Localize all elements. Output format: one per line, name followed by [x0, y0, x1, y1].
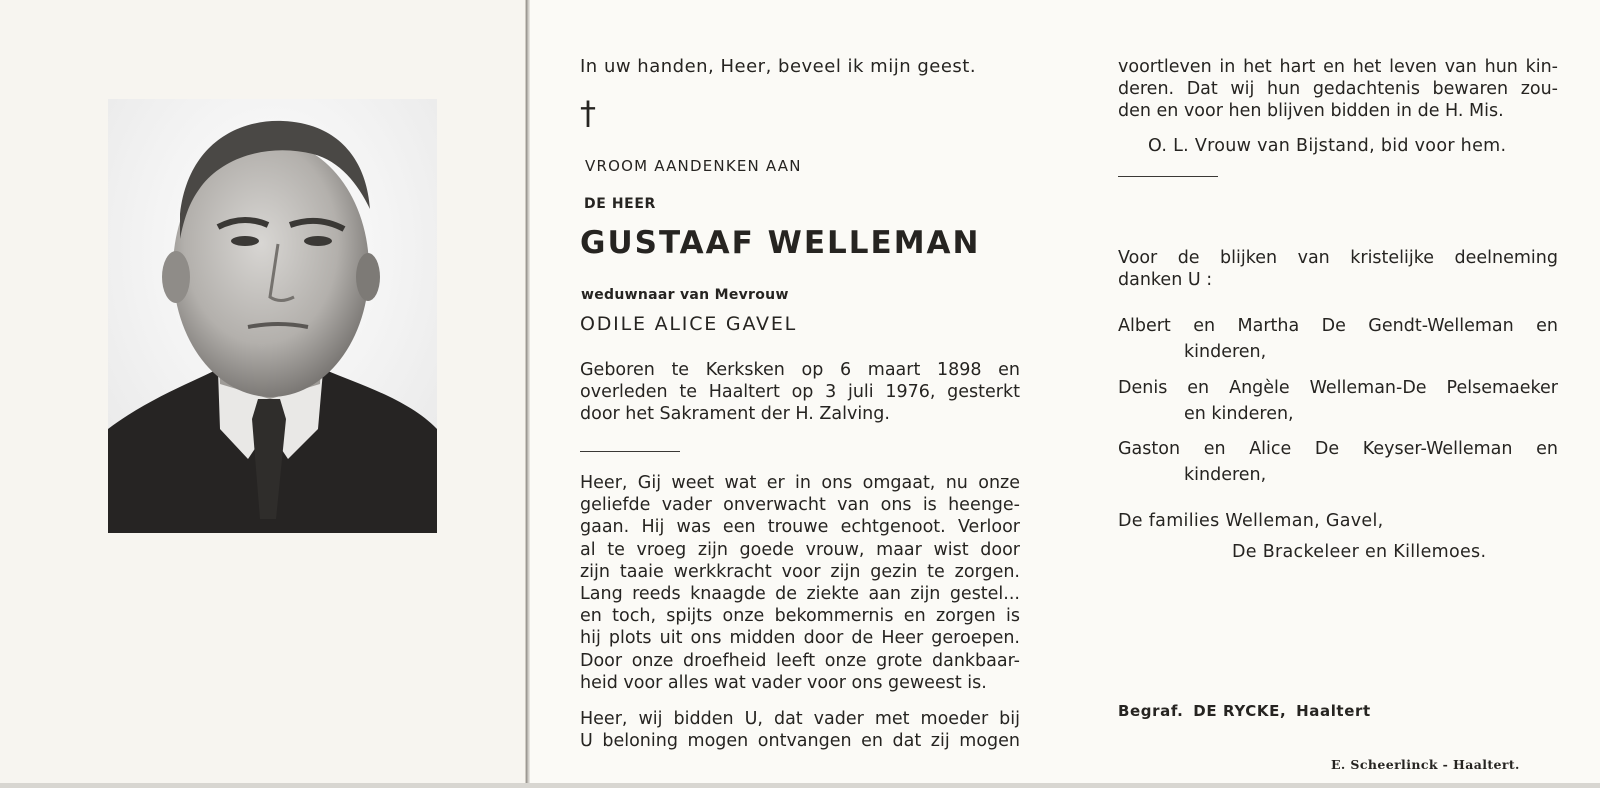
text-line: en toch, spijts onze bekommernis en zorgen is	[580, 606, 1020, 627]
family-entry	[1118, 315, 1558, 363]
text-line: Heer, wij bidden U, dat vader met moeder bij	[580, 709, 1020, 729]
text-line: Voor de blijken van kristelijke deelneming	[1118, 248, 1558, 268]
prayer-paragraph	[580, 708, 1020, 752]
widower-label: weduwnaar van Mevrouw	[581, 287, 789, 303]
text-line: Denis en Angèle Welleman-De Pelsemaeker	[1118, 378, 1558, 398]
divider-line	[580, 451, 680, 452]
undertaker-place: Haaltert	[1296, 702, 1371, 720]
prayer-invocation-olv: O. L. Vrouw van Bijstand, bid voor hem.	[1148, 136, 1507, 156]
families-general-line: De families Welleman, Gavel,	[1118, 511, 1384, 531]
undertaker-line	[1118, 700, 1371, 722]
divider-line	[1118, 176, 1218, 177]
continuation-paragraph	[1118, 56, 1558, 123]
title-de-heer: DE HEER	[584, 196, 656, 212]
text-line: Geboren te Kerksken op 6 maart 1898 en	[580, 360, 1020, 380]
text-line: Lang reeds knaagde de ziekte aan zijn gestel...	[580, 584, 1020, 605]
undertaker-name: DE RYCKE,	[1193, 702, 1287, 720]
text-line: Albert en Martha De Gendt-Welleman en	[1118, 316, 1558, 336]
text-line: Gaston en Alice De Keyser-Welleman en	[1118, 439, 1558, 459]
family-entry	[1118, 377, 1558, 425]
text-line: deren. Dat wij hun gedachtenis bewaren zou-	[1118, 79, 1558, 100]
text-line: door het Sakrament der H. Zalving.	[580, 404, 890, 425]
thanks-paragraph	[1118, 247, 1558, 291]
text-line: hij plots uit ons midden door de Heer geroepen.	[580, 628, 1020, 649]
text-line: danken U :	[1118, 270, 1213, 291]
text-line: U beloning mogen ontvangen en dat zij mogen	[580, 731, 1020, 752]
deceased-name: GUSTAAF WELLEMAN	[580, 225, 981, 261]
families-general-line: De Brackeleer en Killemoes.	[1232, 542, 1487, 562]
spouse-name: ODILE ALICE GAVEL	[580, 313, 798, 335]
text-line: gaan. Hij was een trouwe echtgenoot. Verloor	[580, 517, 1020, 538]
text-line: voortleven in het hart en het leven van hun kin-	[1118, 57, 1558, 77]
birth-death-paragraph	[580, 359, 1020, 426]
text-line: den en voor hen blijven bidden in de H. Mis.	[1118, 101, 1504, 122]
portrait-image	[108, 99, 437, 533]
invocation-text: In uw handen, Heer, beveel ik mijn geest.	[580, 56, 977, 77]
text-line: overleden te Haaltert op 3 juli 1976, gesterkt	[580, 382, 1020, 403]
family-entry	[1118, 438, 1558, 486]
text-line: heid voor alles wat vader voor ons geweest is.	[580, 672, 987, 693]
scan-bottom-edge	[0, 783, 1600, 788]
text-line: Heer, Gij weet wat er in ons omgaat, nu onze	[580, 473, 1020, 493]
text-line: al te vroeg zijn goede vrouw, maar wist door	[580, 539, 1020, 560]
text-line: geliefde vader onverwacht van ons is heenge-	[580, 495, 1020, 516]
memorial-card-left-panel	[0, 0, 526, 783]
undertaker-prefix: Begraf.	[1118, 702, 1184, 720]
in-memory-heading: VROOM AANDENKEN AAN	[585, 157, 802, 175]
eulogy-paragraph	[580, 472, 1020, 694]
cross-icon: †	[580, 94, 597, 132]
text-line: kinderen,	[1184, 342, 1267, 363]
text-line: zijn taaie werkkracht voor zijn gezin te zorgen.	[580, 561, 1020, 582]
text-line: Door onze droefheid leeft onze grote dankbaar-	[580, 650, 1020, 671]
text-line: kinderen,	[1184, 465, 1267, 486]
text-line: en kinderen,	[1184, 404, 1294, 425]
portrait-photo	[108, 99, 437, 533]
printer-credit: E. Scheerlinck - Haaltert.	[1331, 757, 1520, 772]
